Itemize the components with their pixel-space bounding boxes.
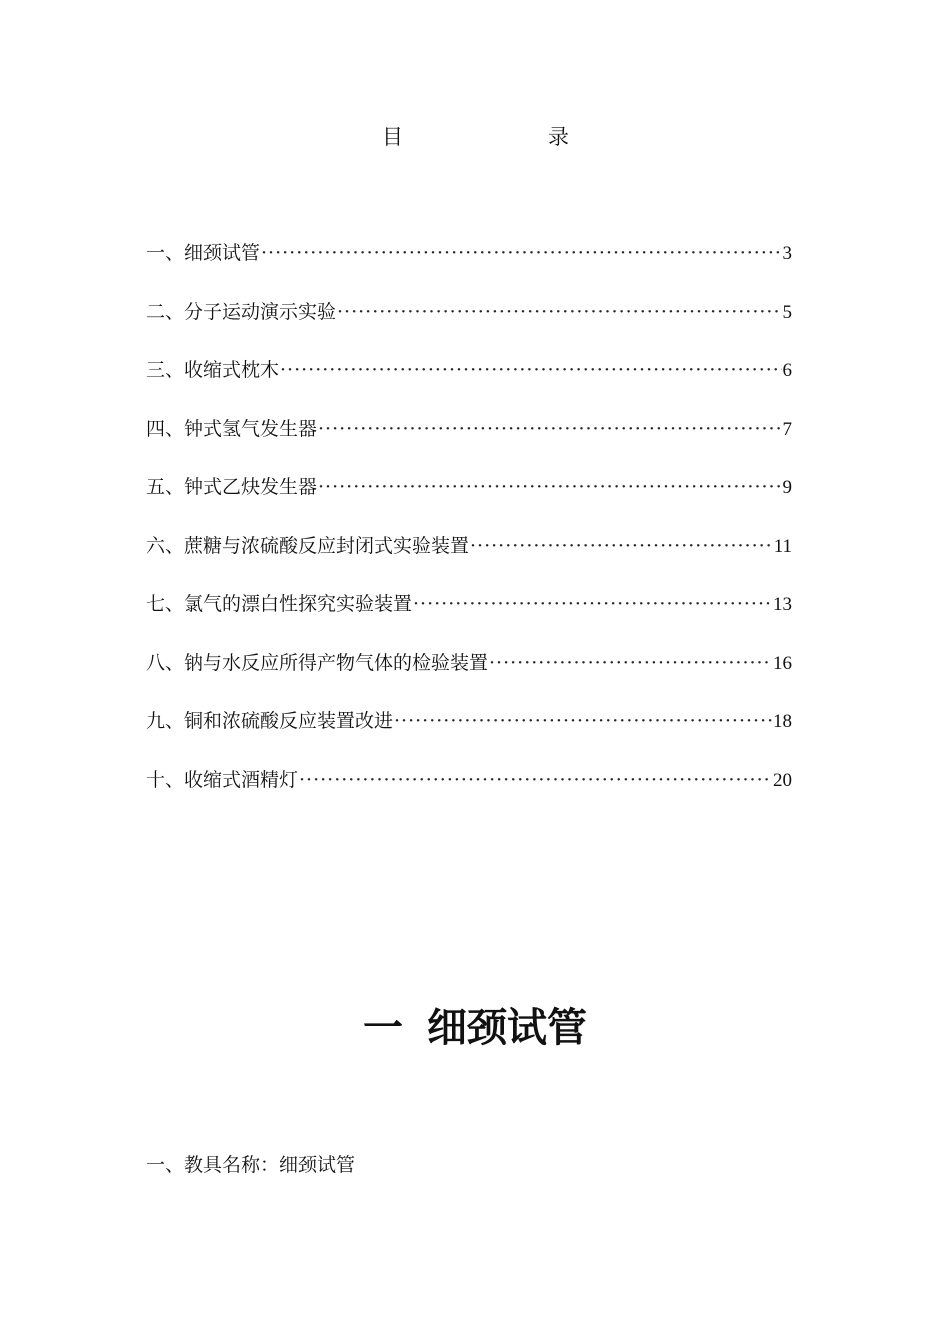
chapter-title: 细颈试管 xyxy=(427,1005,587,1051)
toc-dot-leader xyxy=(280,355,781,385)
toc-title xyxy=(0,122,950,152)
toc-item[interactable] xyxy=(146,589,792,648)
toc-item-page: 13 xyxy=(773,594,792,615)
toc-item[interactable] xyxy=(146,648,792,707)
toc-item-label: 十、收缩式酒精灯 xyxy=(146,768,299,791)
toc-item-label: 三、收缩式枕木 xyxy=(146,359,280,381)
toc-item-label: 七、氯气的漂白性探究实验装置 xyxy=(146,593,413,615)
toc-item-page: 16 xyxy=(773,652,792,674)
toc-dot-leader xyxy=(470,531,773,561)
toc-list xyxy=(146,238,792,823)
toc-item[interactable] xyxy=(146,238,792,297)
toc-item[interactable] xyxy=(146,472,792,531)
section-heading: 一、教具名称：细颈试管 xyxy=(146,1154,356,1176)
toc-item-label: 九、铜和浓硫酸反应装置改进 xyxy=(146,710,394,732)
toc-dot-leader xyxy=(318,472,781,502)
toc-item-page: 6 xyxy=(782,360,792,381)
toc-dot-leader xyxy=(261,238,781,268)
toc-item[interactable] xyxy=(146,414,792,473)
toc-dot-leader xyxy=(337,297,781,327)
toc-item-page: 9 xyxy=(782,477,792,498)
toc-dot-leader xyxy=(413,589,772,619)
chapter-number: 一 xyxy=(363,1005,403,1051)
toc-item[interactable] xyxy=(146,765,792,824)
toc-item-label: 六、蔗糖与浓硫酸反应封闭式实验装置 xyxy=(146,534,470,557)
toc-item-page: 7 xyxy=(782,418,792,440)
toc-item[interactable] xyxy=(146,355,792,414)
toc-item-page: 11 xyxy=(773,535,792,557)
toc-item-label: 二、分子运动演示实验 xyxy=(146,300,337,323)
toc-dot-leader xyxy=(489,648,772,678)
toc-title-char-1: 目 xyxy=(382,125,403,149)
toc-item-label: 一、细颈试管 xyxy=(146,242,261,264)
toc-item-label: 五、钟式乙炔发生器 xyxy=(146,476,318,498)
toc-dot-leader xyxy=(394,706,772,736)
toc-dot-leader xyxy=(318,414,781,444)
toc-title-char-2: 录 xyxy=(548,125,569,149)
toc-item[interactable] xyxy=(146,706,792,765)
toc-item-page: 3 xyxy=(782,243,792,264)
toc-item-label: 八、钠与水反应所得产物气体的检验装置 xyxy=(146,651,489,674)
toc-item[interactable] xyxy=(146,531,792,590)
toc-item-page: 20 xyxy=(773,769,792,791)
toc-item-page: 5 xyxy=(782,301,792,323)
toc-item[interactable] xyxy=(146,297,792,356)
chapter-heading xyxy=(0,1000,950,1056)
toc-dot-leader xyxy=(299,765,772,795)
toc-item-label: 四、钟式氢气发生器 xyxy=(146,417,318,440)
toc-item-page: 18 xyxy=(773,711,792,732)
